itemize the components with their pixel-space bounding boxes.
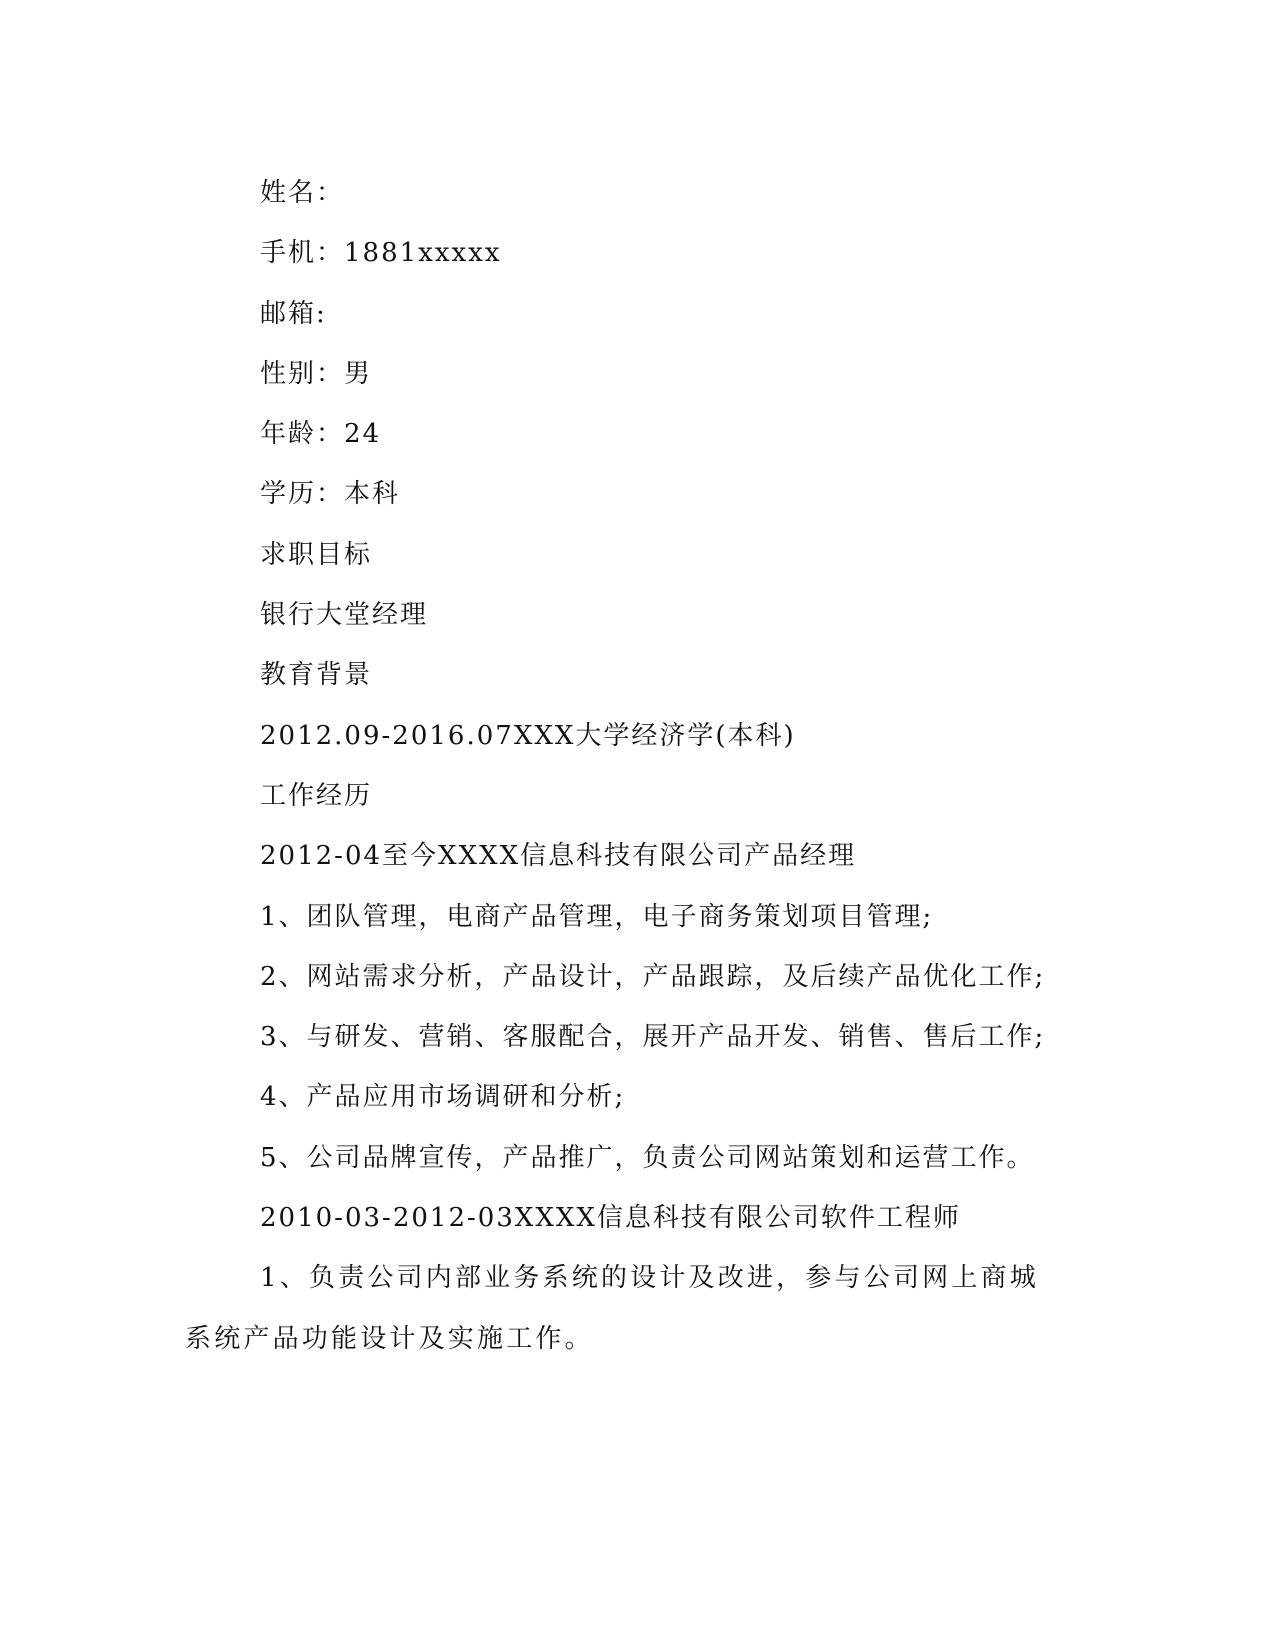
work-heading: 工作经历	[260, 780, 373, 811]
education-level-field: 学历：本科	[260, 479, 401, 510]
objective-heading: 求职目标	[260, 539, 373, 570]
age-field: 年龄：24	[260, 419, 382, 450]
job-duty: 4、产品应用市场调研和分析;	[260, 1082, 626, 1113]
job-duty: 1、团队管理，电商产品管理，电子商务策划项目管理;	[260, 901, 934, 932]
gender-field: 性别：男	[260, 358, 373, 389]
job-duty-paragraph: 1、负责公司内部业务系统的设计及改进，参与公司网上商城系统产品功能设计及实施工作。	[185, 1263, 1039, 1354]
phone-field: 手机：1881xxxxx	[260, 238, 502, 269]
education-entry: 2012.09-2016.07XXX大学经济学(本科)	[260, 720, 796, 751]
job-title: 2010-03-2012-03XXXX信息科技有限公司软件工程师	[260, 1203, 961, 1234]
name-field: 姓名：	[260, 178, 345, 208]
education-heading: 教育背景	[260, 660, 373, 691]
objective-text: 银行大堂经理	[260, 600, 429, 631]
resume-body	[185, 163, 1065, 1369]
email-field: 邮箱:	[260, 298, 327, 329]
job-title: 2012-04至今XXXX信息科技有限公司产品经理	[260, 841, 857, 872]
job-duty: 2、网站需求分析，产品设计，产品跟踪，及后续产品优化工作;	[260, 961, 1046, 992]
job-duty: 3、与研发、营销、客服配合，展开产品开发、销售、售后工作;	[260, 1022, 1046, 1053]
job-duty: 5、公司品牌宣传，产品推广，负责公司网站策划和运营工作。	[260, 1142, 1035, 1173]
